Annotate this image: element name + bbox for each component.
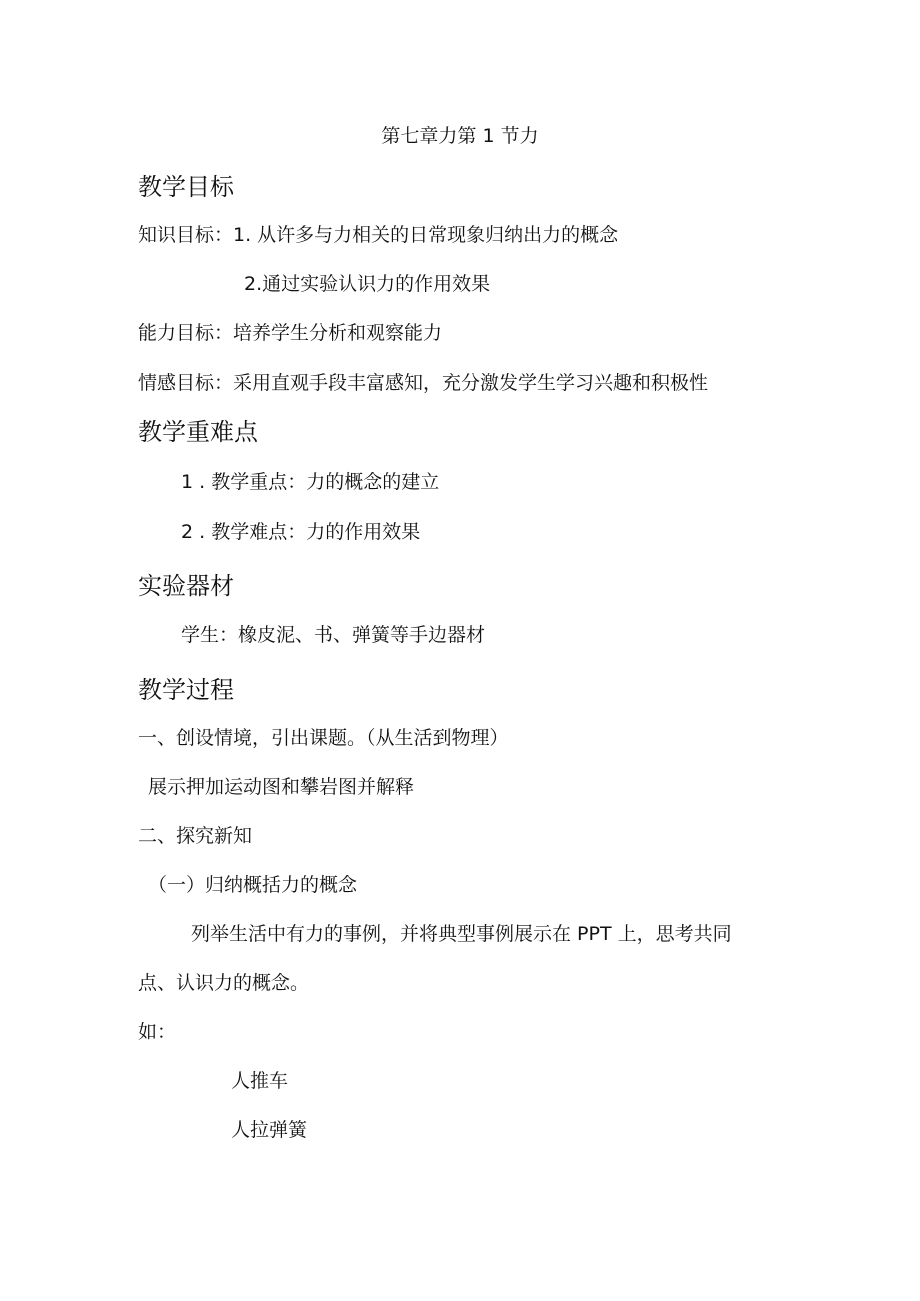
key-point-1: 1 . 教学重点：力的概念的建立 bbox=[181, 471, 440, 493]
example-1: 人推车 bbox=[231, 1070, 289, 1092]
process-step-1: 一、创设情境，引出课题。（从生活到物理） bbox=[138, 727, 509, 749]
document-title: 第七章力第 1 节力 bbox=[381, 125, 539, 147]
materials-students: 学生：橡皮泥、书、弹簧等手边器材 bbox=[181, 624, 486, 646]
example-intro: 如： bbox=[138, 1021, 177, 1043]
section-heading-process: 教学过程 bbox=[138, 676, 234, 704]
example-2: 人拉弹簧 bbox=[231, 1119, 308, 1141]
key-point-2: 2 . 教学难点：力的作用效果 bbox=[181, 521, 421, 543]
section-heading-objectives: 教学目标 bbox=[138, 173, 234, 201]
ability-objective: 能力目标：培养学生分析和观察能力 bbox=[138, 322, 443, 344]
section-heading-key-points: 教学重难点 bbox=[138, 418, 258, 446]
emotion-objective: 情感目标：采用直观手段丰富感知，充分激发学生学习兴趣和积极性 bbox=[138, 372, 709, 394]
process-paragraph-line-1: 列举生活中有力的事例，并将典型事例展示在 PPT 上，思考共同 bbox=[191, 923, 732, 945]
process-step-2: 二、探究新知 bbox=[138, 825, 253, 847]
process-step-1-detail: 展示押加运动图和攀岩图并解释 bbox=[148, 776, 415, 798]
knowledge-objective-1: 知识目标：1. 从许多与力相关的日常现象归纳出力的概念 bbox=[138, 224, 619, 246]
section-heading-materials: 实验器材 bbox=[138, 572, 234, 600]
process-step-2-sub: （一）归纳概括力的概念 bbox=[148, 874, 358, 896]
knowledge-objective-2: 2.通过实验认识力的作用效果 bbox=[244, 273, 491, 295]
process-paragraph-line-2: 点、认识力的概念。 bbox=[138, 972, 310, 994]
